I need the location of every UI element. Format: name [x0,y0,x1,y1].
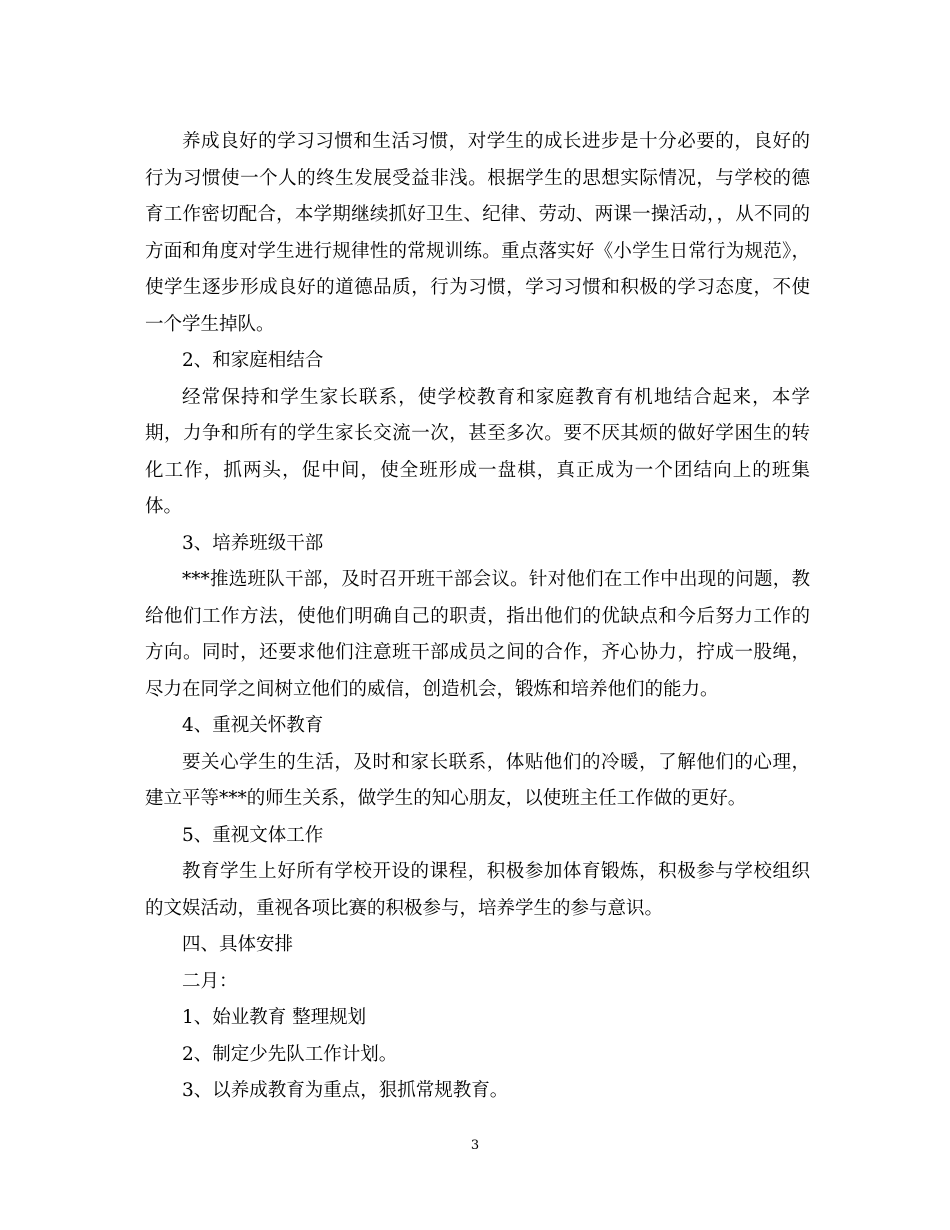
heading-care-education: 4、重视关怀教育 [182,715,324,736]
paragraph-culture-sports: 教育学生上好所有学校开设的课程，积极参加体育锻炼，积极参与学校组织的文娱活动，重视各项比赛的积极参与，培养学生的参与意识。 [145,861,810,919]
paragraph-class-cadres: ***推选班队干部，及时召开班干部会议。针对他们在工作中出现的问题，教给他们工作方法，使他们明确自己的职责，指出他们的优缺点和今后努力工作的方向。同时，还要求他们注意班干部成员之间的合作，齐心协力，拧成一股绳，尽力在同学之间树立他们的威信，创造机会，锻炼和培养他们的能力。 [145,569,810,700]
page-number: 3 [470,1138,480,1153]
paragraph-care-education: 要关心学生的生活，及时和家长联系，体贴他们的冷暖，了解他们的心理，建立平等***的师生关系，做学生的知心朋友，以使班主任工作做的更好。 [145,751,810,809]
heading-class-cadres: 3、培养班级干部 [182,532,324,554]
document-body [145,124,810,1110]
heading-culture-sports: 5、重视文体工作 [182,824,324,846]
paragraph-family-cooperation: 经常保持和学生家长联系，使学校教育和家庭教育有机地结合起来，本学期，力争和所有的学生家长交流一次，甚至多次。要不厌其烦的做好学困生的转化工作，抓两头，促中间，使全班形成一盘棋，真正成为一个团结向上的班集体。 [145,386,810,517]
heading-specific-arrangements: 四、具体安排 [182,934,294,955]
list-item-3: 3、以养成教育为重点，狠抓常规教育。 [182,1080,509,1101]
heading-family-cooperation: 2、和家庭相结合 [182,350,324,371]
heading-february: 二月： [182,970,238,992]
paragraph-habits: 养成良好的学习习惯和生活习惯，对学生的成长进步是十分必要的，良好的行为习惯使一个人的终生发展受益非浅。根据学生的思想实际情况，与学校的德育工作密切配合，本学期继续抓好卫生、纪律、劳动、两课一操活动，，从不同的方面和角度对学生进行规律性的常规训练。重点落实好《小学生日常行为规范》，使学生逐步形成良好的道德品质，行为习惯，学习习惯和积极的学习态度，不使一个学生掉队。 [145,131,810,335]
list-item-2: 2、制定少先队工作计划。 [182,1043,398,1065]
list-item-1: 1、始业教育 整理规划 [182,1007,367,1028]
